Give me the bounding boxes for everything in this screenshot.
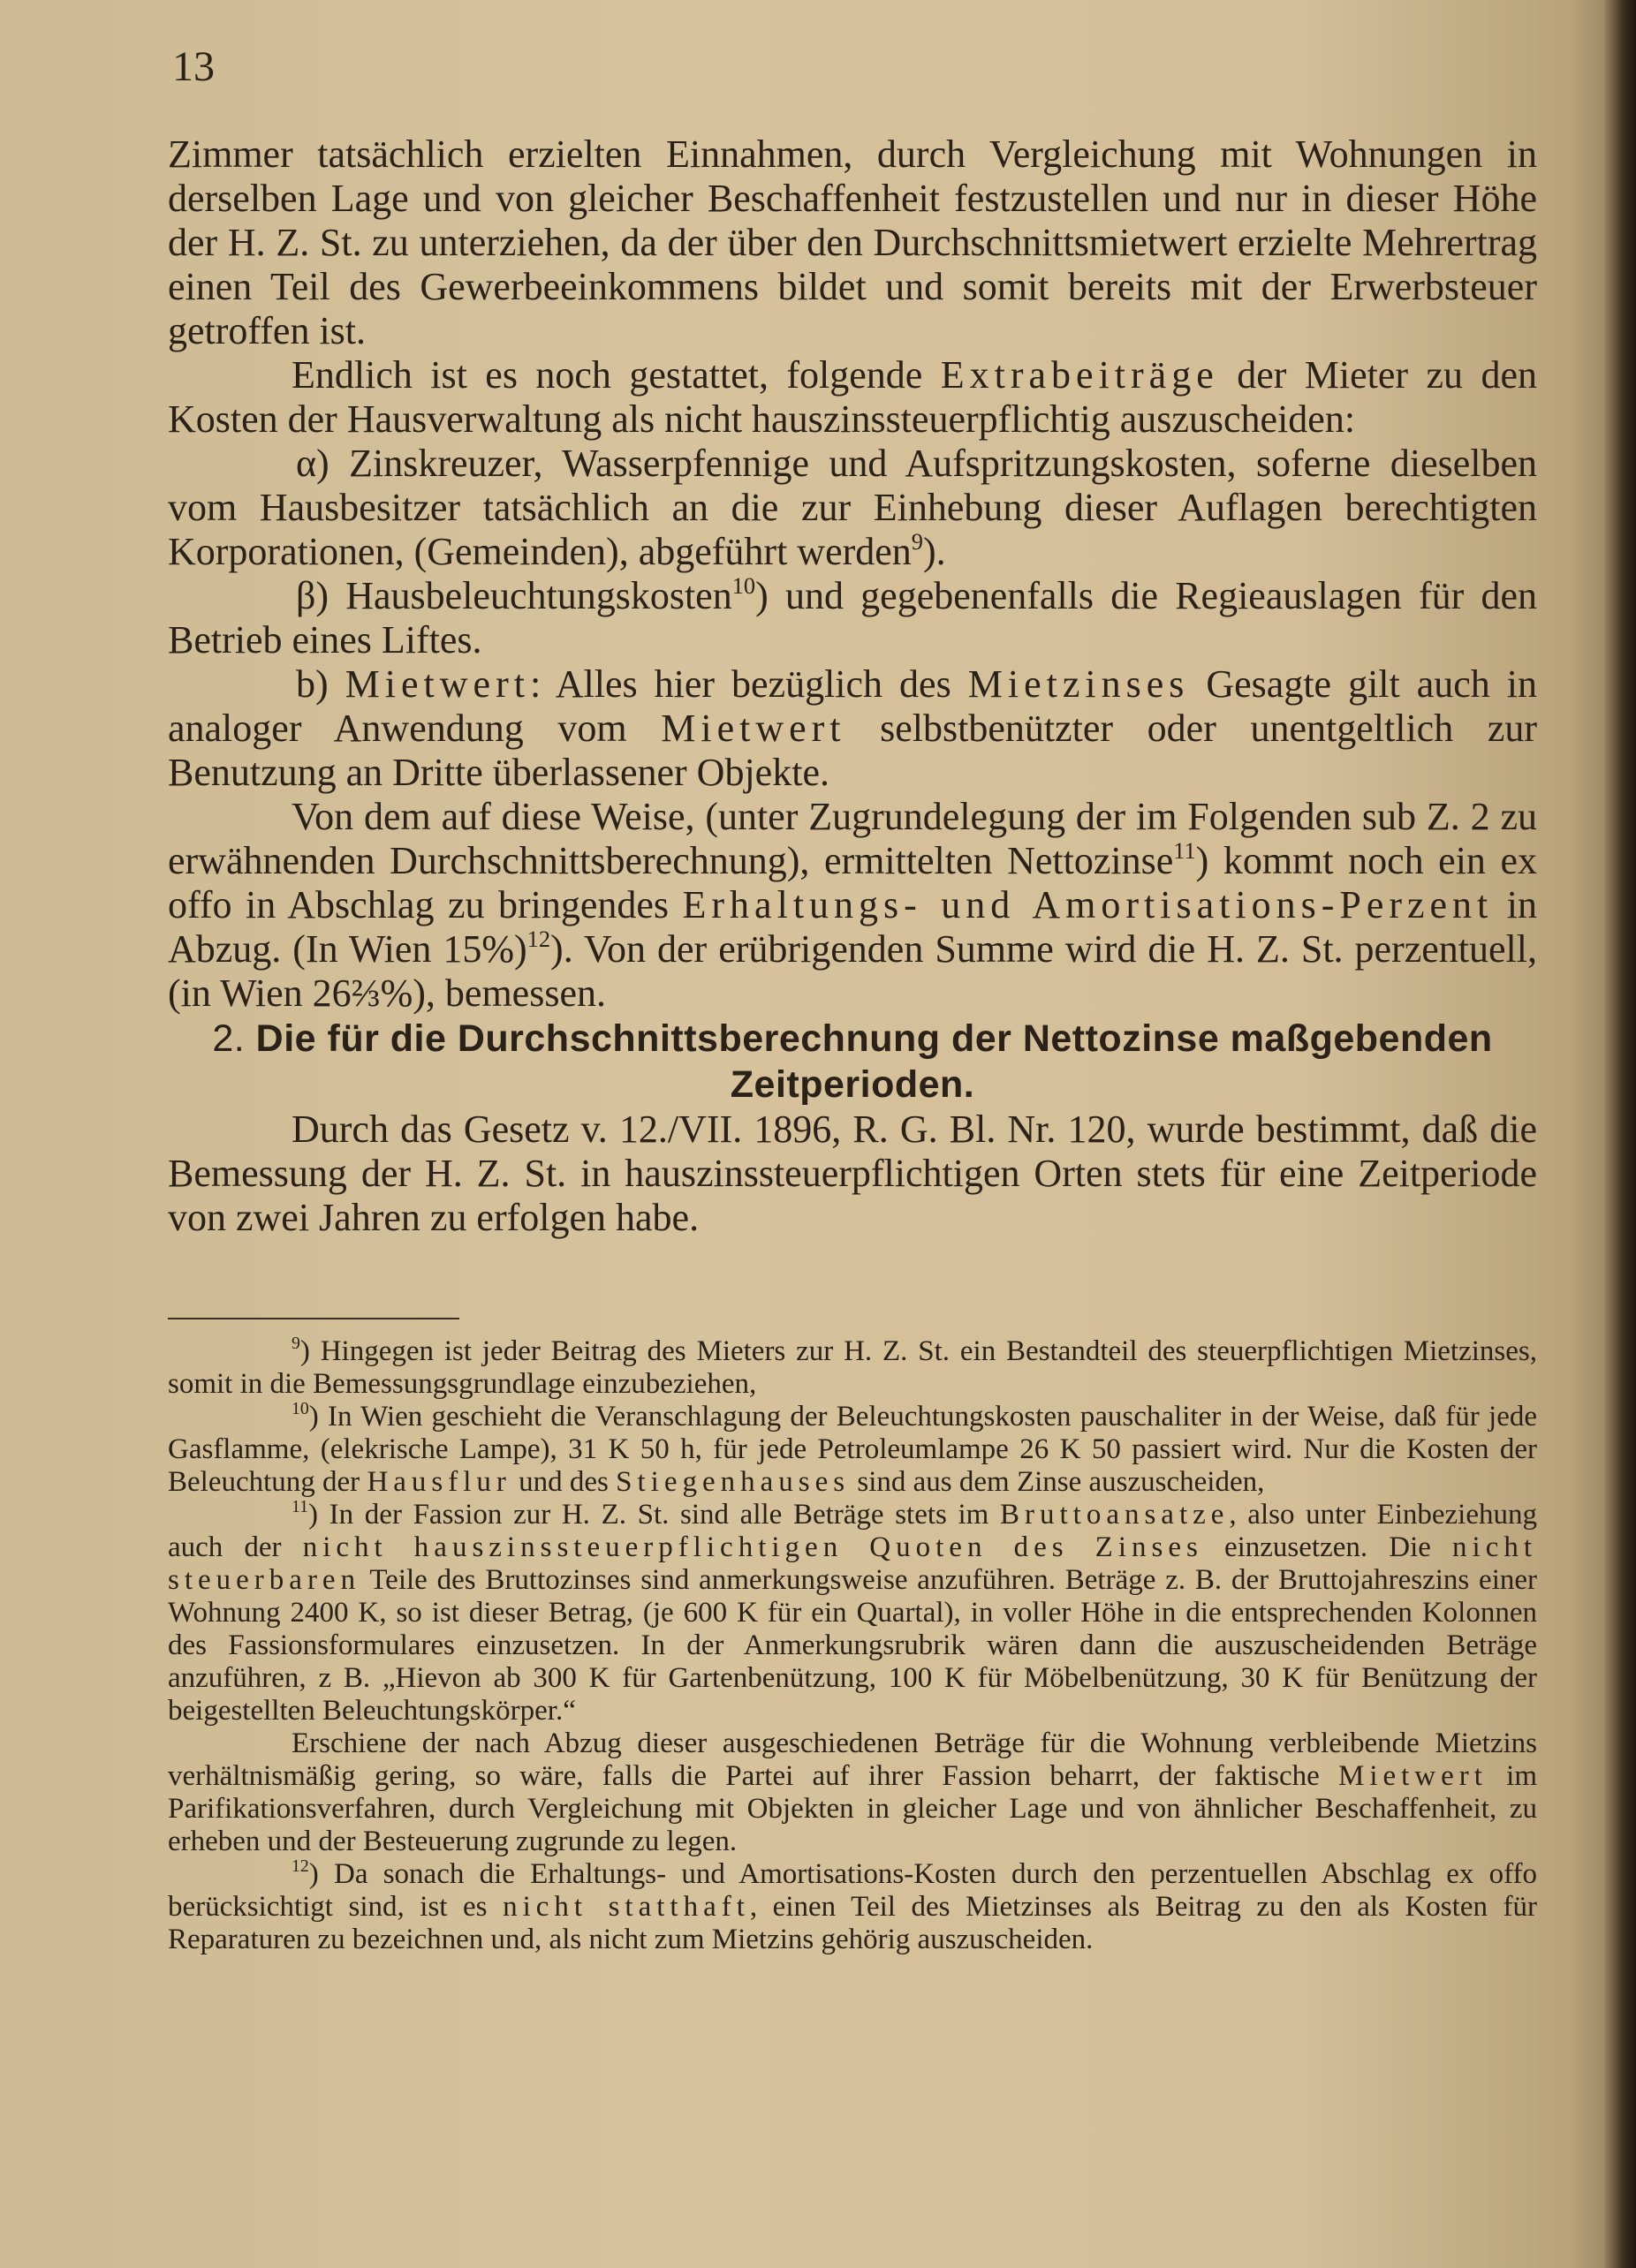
footnote-mark: 12 [292,1856,309,1877]
list-item-beta: β) Hausbeleuchtungskosten$^{10}$) und gegebenenfalls die Regieauslagen für den Betrieb eines Liftes. [168,571,1537,662]
footnote-ref: 10 [731,571,756,599]
spaced-term: Extrabeiträge [940,353,1219,397]
footnote-ref: 11 [1173,836,1196,864]
spaced-term: Mietwert [345,662,530,706]
paragraph-4: Durch das Gesetz v. 12./VII. 1896, R. G. Bl. Nr. 120, wurde bestimmt, daß die Bemessung der H. Z. St. in hauszinssteuerpflichtigen Orten stets für eine Zeitperiode von zwei Jahren zu erfolgen habe. [168,1108,1537,1239]
footnote-10: $^{10}$) In Wien geschieht die Veranschlagung der Beleuchtungskosten pauschaliter in der Weise, daß für jede Gasflamme, (elekrische Lampe), 31 K 50 h, für jede Petroleumlampe 26 K 50 passiert wird. Nur die Kosten der Beleuchtung der Hausflur und des Stiegenhauses sind aus dem Zinse auszuscheiden, [168,1399,1537,1498]
spaced-term: Erhaltungs- und Amortisations-Perzent [682,883,1494,926]
item-marker: α) [296,442,329,485]
footnote-mark: 10 [292,1399,309,1419]
section-number: 2. [212,1017,246,1060]
footnote-11-continued: Erschiene der nach Abzug dieser ausgeschiedenen Beträge für die Wohnung verbleibende Mietzins verhältnismäßig gering, so wäre, falls die Partei auf ihrer Fassion beharrt, der faktische Mietwert im Parifikationsverfahren, durch Vergleichung mit Objekten in gleicher Lage und von ähnlicher Beschaffenheit, zu erheben und der Besteuerung zugrunde zu legen. [168,1727,1538,1857]
footnote-ref: 12 [526,925,551,952]
footnote-mark: 9 [292,1334,300,1354]
footnote-11: $^{11}$) In der Fassion zur H. Z. St. sind alle Beträge stets im Bruttoansatze, also unter Einbeziehung auch der nicht hauszinssteuerpflichtigen Quoten des Zinses einzusetzen. Die nicht steuerbaren Teile des Bruttozinses sind anmerkungsweise anzuführen. Beträge z. B. der Bruttojahreszins einer Wohnung 2400 K, so ist dieser Betrag, (je 600 K für ein Quartal), in voller Höhe in die entsprechenden Kolonnen des Fassionsformulares einzusetzen. In der Anmerkungsrubrik wären dann die auszuscheidenden Beträge anzuführen, z B. „Hievon ab 300 K für Gartenbenützung, 100 K für Möbelbenützung, 30 K für Benützung der beigestellten Beleuchtungskörper.“ [168,1497,1538,1727]
footnote-ref: 9 [911,527,923,555]
page-number: 13 [172,43,215,90]
spaced-term: Mietzinses [967,662,1190,706]
footnote-12: $^{12}$) Da sonach die Erhaltungs- und Amortisations-Kosten durch den perzentuellen Abschlag ex offo berücksichtigt sind, ist es nicht statthaft, einen Teil des Mietzinses als Beitrag zu den als Kosten für Reparaturen zu bezeichnen und, als nicht zum Mietzins gehörig auszuscheiden. [168,1856,1537,1955]
section-heading [168,1016,1537,1108]
spaced-term: Mietwert [1337,1760,1488,1792]
spaced-term: Mietwert [661,707,846,750]
main-text [168,132,1537,1240]
paragraph-2: Endlich ist es noch gestattet, folgende Extrabeiträge der Mieter zu den Kosten der Hausverwaltung als nicht hauszinssteuerpflichtig auszuscheiden: [168,353,1538,441]
section-title: Die für die Durchschnittsberechnung der Nettozinse maßgebenden Zeitperioden. [255,1017,1493,1106]
list-item-b: b) Mietwert: Alles hier bezüglich des Mietzinses Gesagte gilt auch in analoger Anwendung vom Mietwert selbstbenützter oder unentgeltlich zur Benutzung an Dritte überlassener Objekte. [168,662,1538,794]
spaced-term: nicht hauszinssteuerpflichtigen Quoten des Zinses [302,1531,1203,1563]
paragraph-3: Von dem auf diese Weise, (unter Zugrundelegung der im Folgenden sub Z. 2 zu erwähnenden Durchschnittsberechnung), ermittelten Nettozinse$^{11}$) kommt noch ein ex offo in Abschlag zu bringendes Erhaltungs- und Amortisations-Perzent in Abzug. (In Wien 15%)$^{12}$). Von der erübrigenden Summe wird die H. Z. St. perzentuell, (in Wien 26⅔%), bemessen. [168,795,1538,1015]
spaced-term: nicht steuerbaren [168,1531,1538,1596]
spaced-term: Hausflur [367,1466,511,1498]
paragraph-1: Zimmer tatsächlich erzielten Einnahmen, durch Vergleichung mit Wohnungen in derselben Lage und von gleicher Beschaffenheit festzustellen und nur in dieser Höhe der H. Z. St. zu unterziehen, da der über den Durchschnittsmietwert erzielte Mehrertrag einen Teil des Gewerbeeinkommens bildet und somit bereits mit der Erwerbsteuer getroffen ist. [168,132,1537,352]
item-marker: b) [296,662,329,706]
footnote-divider [168,1318,459,1319]
item-marker: β) [296,574,329,617]
footnotes [168,1335,1537,1956]
spaced-term: Bruttoansatze [999,1499,1230,1531]
spaced-term: nicht statthaft [503,1891,750,1923]
book-gutter-shadow [1604,0,1636,2268]
footnote-mark: 11 [292,1497,309,1517]
list-item-alpha: α) Zinskreuzer, Wasserpfennige und Aufspritzungskosten, soferne dieselben vom Hausbesitzer tatsächlich an die zur Einhebung dieser Auflagen berechtigten Korporationen, (Gemeinden), abgeführt werden$^9$). [168,442,1538,573]
spaced-term: Stiegenhauses [616,1466,851,1498]
footnote-9: $^9$) Hingegen ist jeder Beitrag des Mieters zur H. Z. St. ein Bestandteil des steuerpflichtigen Mietzinses, somit in die Bemessungsgrundlage einzubeziehen, [168,1334,1537,1400]
